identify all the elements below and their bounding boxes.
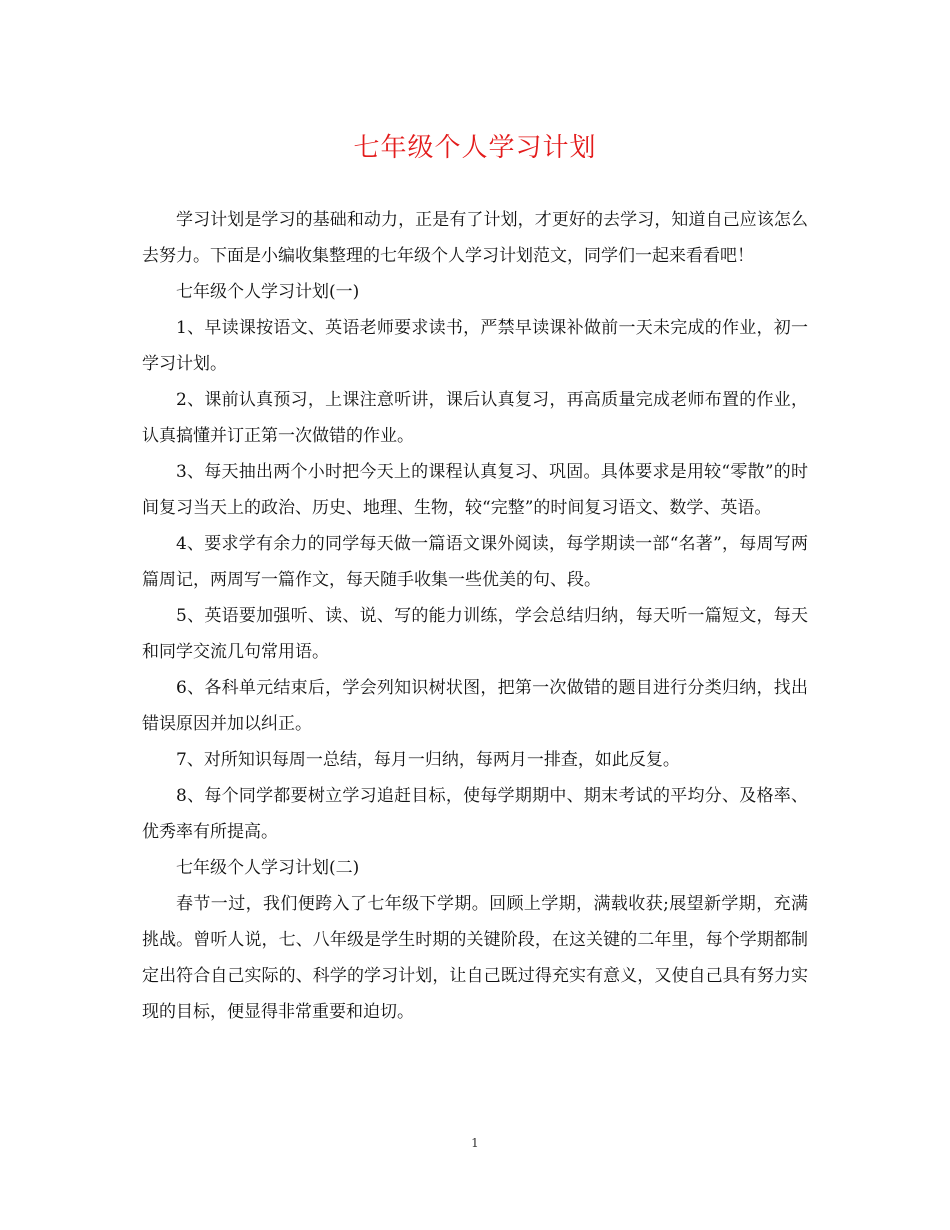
list-item-5: 5、英语要加强听、读、说、写的能力训练，学会总结归纳，每天听一篇短文，每天和同学交流几句常用语。 bbox=[142, 606, 808, 662]
intro-paragraph: 学习计划是学习的基础和动力，正是有了计划，才更好的去学习，知道自己应该怎么去努力。下面是小编收集整理的七年级个人学习计划范文，同学们一起来看看吧！ bbox=[142, 210, 808, 266]
list-item-2: 2、课前认真预习，上课注意听讲，课后认真复习，再高质量完成老师布置的作业，认真搞懂并订正第一次做错的作业。 bbox=[142, 390, 808, 446]
list-item-6: 6、各科单元结束后，学会列知识树状图，把第一次做错的题目进行分类归纳，找出错误原因并加以纠正。 bbox=[142, 678, 808, 734]
list-item-8: 8、每个同学都要树立学习追赶目标，使每学期期中、期末考试的平均分、及格率、优秀率有所提高。 bbox=[142, 786, 808, 842]
list-item-7: 7、对所知识每周一总结，每月一归纳，每两月一排查，如此反复。 bbox=[176, 750, 680, 770]
list-item-1: 1、早读课按语文、英语老师要求读书，严禁早读课补做前一天未完成的作业，初一学习计划。 bbox=[142, 318, 808, 374]
section-heading-1: 七年级个人学习计划(一) bbox=[176, 282, 360, 302]
document-body bbox=[142, 202, 808, 1030]
page-number: 1 bbox=[471, 1136, 479, 1150]
document-title: 七年级个人学习计划 bbox=[353, 133, 597, 163]
body-paragraph: 春节一过，我们便跨入了七年级下学期。回顾上学期，满载收获;展望新学期，充满挑战。曾听人说，七、八年级是学生时期的关键阶段，在这关键的二年里，每个学期都制定出符合自己实际的、科学的学习计划，让自己既过得充实有意义，又使自己具有努力实现的目标，便显得非常重要和迫切。 bbox=[142, 894, 808, 1022]
section-heading-2: 七年级个人学习计划(二) bbox=[176, 858, 360, 878]
list-item-3: 3、每天抽出两个小时把今天上的课程认真复习、巩固。具体要求是用较“零散”的时间复习当天上的政治、历史、地理、生物，较“完整”的时间复习语文、数学、英语。 bbox=[142, 462, 808, 518]
list-item-4: 4、要求学有余力的同学每天做一篇语文课外阅读，每学期读一部“名著”，每周写两篇周记，两周写一篇作文，每天随手收集一些优美的句、段。 bbox=[142, 534, 808, 590]
